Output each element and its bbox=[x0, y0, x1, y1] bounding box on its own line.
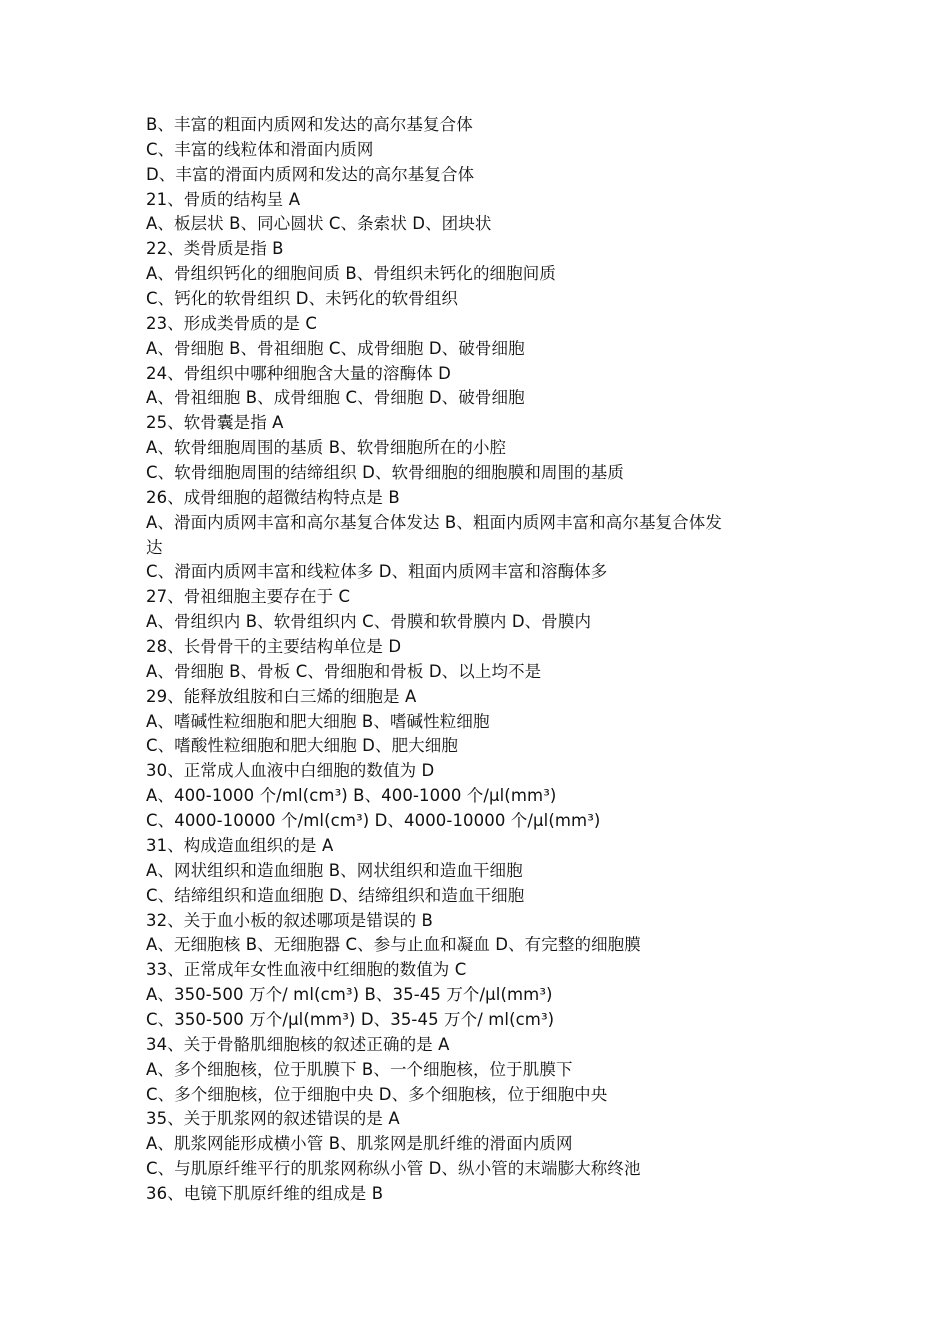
question-line: 28、长骨骨干的主要结构单位是 D bbox=[146, 637, 402, 657]
question-line: 21、骨质的结构呈 A bbox=[146, 189, 301, 209]
text-line: A、骨细胞 B、骨祖细胞 C、成骨细胞 D、破骨细胞 bbox=[146, 338, 525, 358]
text-line: C、嗜酸性粒细胞和肥大细胞 D、肥大细胞 bbox=[146, 736, 458, 756]
question-line: 31、构成造血组织的是 A bbox=[146, 835, 334, 855]
text-line: C、软骨细胞周围的结缔组织 D、软骨细胞的细胞膜和周围的基质 bbox=[146, 463, 624, 483]
question-line: 34、关于骨骼肌细胞核的叙述正确的是 A bbox=[146, 1034, 450, 1054]
text-line: C、4000-10000 个/ml(cm³) D、4000-10000 个/μl(mm³) bbox=[146, 811, 601, 831]
text-line: A、无细胞核 B、无细胞器 C、参与止血和凝血 D、有完整的细胞膜 bbox=[146, 935, 641, 955]
text-line: C、多个细胞核，位于细胞中央 D、多个细胞核，位于细胞中央 bbox=[146, 1084, 608, 1104]
text-line: C、350-500 万个/μl(mm³) D、35-45 万个/ ml(cm³) bbox=[146, 1009, 555, 1029]
question-line: 30、正常成人血液中白细胞的数值为 D bbox=[146, 761, 435, 781]
question-line: 33、正常成年女性血液中红细胞的数值为 C bbox=[146, 960, 467, 980]
text-line: A、350-500 万个/ ml(cm³) B、35-45 万个/μl(mm³) bbox=[146, 985, 553, 1005]
text-line: A、骨祖细胞 B、成骨细胞 C、骨细胞 D、破骨细胞 bbox=[146, 388, 525, 408]
question-line: 23、形成类骨质的是 C bbox=[146, 313, 317, 333]
text-line: A、滑面内质网丰富和高尔基复合体发达 B、粗面内质网丰富和高尔基复合体发 bbox=[146, 512, 722, 532]
text-line: A、骨组织钙化的细胞间质 B、骨组织未钙化的细胞间质 bbox=[146, 264, 556, 284]
question-line: 32、关于血小板的叙述哪项是错误的 B bbox=[146, 910, 433, 930]
question-line: 26、成骨细胞的超微结构特点是 B bbox=[146, 487, 400, 507]
question-line: 36、电镜下肌原纤维的组成是 B bbox=[146, 1183, 384, 1203]
question-line: 24、骨组织中哪种细胞含大量的溶酶体 D bbox=[146, 363, 451, 383]
text-line: D、丰富的滑面内质网和发达的高尔基复合体 bbox=[146, 164, 475, 184]
text-line: A、多个细胞核，位于肌膜下 B、一个细胞核，位于肌膜下 bbox=[146, 1059, 573, 1079]
text-line: A、骨组织内 B、软骨组织内 C、骨膜和软骨膜内 D、骨膜内 bbox=[146, 612, 592, 632]
text-line: A、网状组织和造血细胞 B、网状组织和造血干细胞 bbox=[146, 860, 523, 880]
question-line: 27、骨祖细胞主要存在于 C bbox=[146, 587, 351, 607]
text-line: C、与肌原纤维平行的肌浆网称纵小管 D、纵小管的末端膨大称终池 bbox=[146, 1159, 641, 1179]
question-line: 35、关于肌浆网的叙述错误的是 A bbox=[146, 1109, 400, 1129]
question-line: 29、能释放组胺和白三烯的细胞是 A bbox=[146, 686, 417, 706]
text-line: 达 bbox=[146, 537, 163, 557]
text-line: C、钙化的软骨组织 D、未钙化的软骨组织 bbox=[146, 289, 458, 309]
text-line: A、嗜碱性粒细胞和肥大细胞 B、嗜碱性粒细胞 bbox=[146, 711, 490, 731]
document-page bbox=[146, 113, 826, 1207]
text-line: A、400-1000 个/ml(cm³) B、400-1000 个/μl(mm³) bbox=[146, 786, 557, 806]
question-line: 22、类骨质是指 B bbox=[146, 239, 284, 259]
question-line: 25、软骨囊是指 A bbox=[146, 413, 284, 433]
text-line: C、滑面内质网丰富和线粒体多 D、粗面内质网丰富和溶酶体多 bbox=[146, 562, 608, 582]
text-line: A、软骨细胞周围的基质 B、软骨细胞所在的小腔 bbox=[146, 438, 507, 458]
text-line: A、肌浆网能形成横小管 B、肌浆网是肌纤维的滑面内质网 bbox=[146, 1134, 573, 1154]
text-line: A、骨细胞 B、骨板 C、骨细胞和骨板 D、以上均不是 bbox=[146, 661, 542, 681]
text-line: A、板层状 B、同心圆状 C、条索状 D、团块状 bbox=[146, 214, 492, 234]
text-line: C、结缔组织和造血细胞 D、结缔组织和造血干细胞 bbox=[146, 885, 525, 905]
text-line: C、丰富的线粒体和滑面内质网 bbox=[146, 139, 374, 159]
text-line: B、丰富的粗面内质网和发达的高尔基复合体 bbox=[146, 115, 473, 134]
